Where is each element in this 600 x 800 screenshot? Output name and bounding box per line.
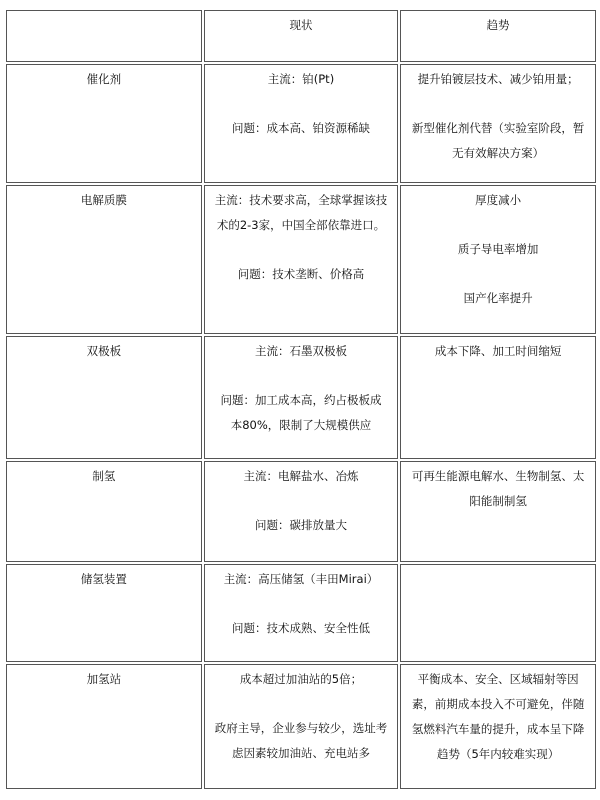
status-line: 虑因素较加油站、充电站多 [231, 746, 370, 760]
status-paragraph [209, 513, 394, 538]
header-row [6, 10, 596, 62]
table-row [6, 185, 596, 334]
trend-line: 阳能制制氢 [469, 494, 527, 508]
status-paragraph [209, 667, 394, 692]
trend-line: 成本下降、加工时间缩短 [434, 344, 562, 358]
comparison-table [4, 8, 598, 791]
row-label-cell: 电解质膜 [6, 185, 202, 334]
status-paragraph [209, 388, 394, 438]
status-cell [204, 64, 399, 183]
status-paragraph [209, 116, 394, 141]
status-line: 本80%，限制了大规模供应 [230, 418, 372, 432]
status-paragraph [209, 262, 394, 287]
table-row [6, 461, 596, 562]
status-cell [204, 461, 399, 562]
trend-paragraph [405, 286, 591, 311]
trend-line: 提升铂镀层技术、减少铂用量； [417, 72, 579, 86]
status-line: 问题：加工成本高，约占极板成 [220, 393, 382, 407]
trend-cell [400, 64, 596, 183]
trend-line: 氢燃料汽车量的提升，成本呈下降 [411, 722, 585, 736]
table-row [6, 664, 596, 789]
status-line: 主流：铂(Pt) [267, 72, 335, 86]
row-label-cell: 制氢 [6, 461, 202, 562]
row-label-cell: 双极板 [6, 336, 202, 459]
table-row [6, 64, 596, 183]
row-label-cell: 储氢装置 [6, 564, 202, 662]
trend-paragraph [405, 339, 591, 364]
trend-paragraph [405, 667, 591, 767]
header-cell-status: 现状 [204, 10, 399, 62]
trend-line: 无有效解决方案） [452, 146, 545, 160]
status-line: 问题：成本高、铂资源稀缺 [231, 121, 370, 135]
trend-line: 可再生能源电解水、生物制氢、太 [411, 469, 585, 483]
status-cell [204, 185, 399, 334]
trend-line: 厚度减小 [475, 193, 522, 207]
trend-cell [400, 336, 596, 459]
status-line: 主流：电解盐水、冶炼 [243, 469, 359, 483]
table-row [6, 564, 596, 662]
header-cell-empty [6, 10, 202, 62]
trend-line: 素，前期成本投入不可避免，伴随 [411, 697, 585, 711]
table-row [6, 336, 596, 459]
trend-line: 新型催化剂代替（实验室阶段，暂 [411, 121, 585, 135]
trend-cell [400, 664, 596, 789]
trend-paragraph [405, 67, 591, 92]
status-line: 成本超过加油站的5倍； [239, 672, 363, 686]
status-line: 主流：高压储氢（丰田Mirai） [223, 572, 379, 586]
row-label-cell: 催化剂 [6, 64, 202, 183]
trend-line: 国产化率提升 [463, 291, 533, 305]
trend-paragraph [405, 188, 591, 213]
trend-line: 趋势（5年内较难实现） [436, 747, 560, 761]
status-line: 主流：技术要求高，全球掌握该技 [214, 193, 388, 207]
trend-cell [400, 185, 596, 334]
trend-line: 质子导电率增加 [457, 242, 539, 256]
trend-paragraph [405, 116, 591, 166]
trend-cell [400, 461, 596, 562]
status-paragraph [209, 188, 394, 238]
trend-cell [400, 564, 596, 662]
status-cell [204, 336, 399, 459]
header-cell-trend: 趋势 [400, 10, 596, 62]
status-cell [204, 564, 399, 662]
row-label-cell: 加氢站 [6, 664, 202, 789]
status-paragraph [209, 339, 394, 364]
status-paragraph [209, 67, 394, 92]
trend-paragraph [405, 237, 591, 262]
status-paragraph [209, 616, 394, 641]
trend-paragraph [405, 464, 591, 514]
status-cell [204, 664, 399, 789]
status-paragraph [209, 464, 394, 489]
status-line: 政府主导，企业参与较少，选址考 [214, 721, 388, 735]
status-line: 问题：碳排放量大 [254, 518, 347, 532]
status-line: 主流：石墨双极板 [254, 344, 347, 358]
status-line: 术的2-3家，中国全部依靠进口。 [216, 218, 386, 232]
status-line: 问题：技术垄断、价格高 [237, 267, 365, 281]
status-paragraph [209, 567, 394, 592]
status-line: 问题：技术成熟、安全性低 [231, 621, 370, 635]
trend-line: 平衡成本、安全、区域辐射等因 [417, 672, 579, 686]
status-paragraph [209, 716, 394, 766]
